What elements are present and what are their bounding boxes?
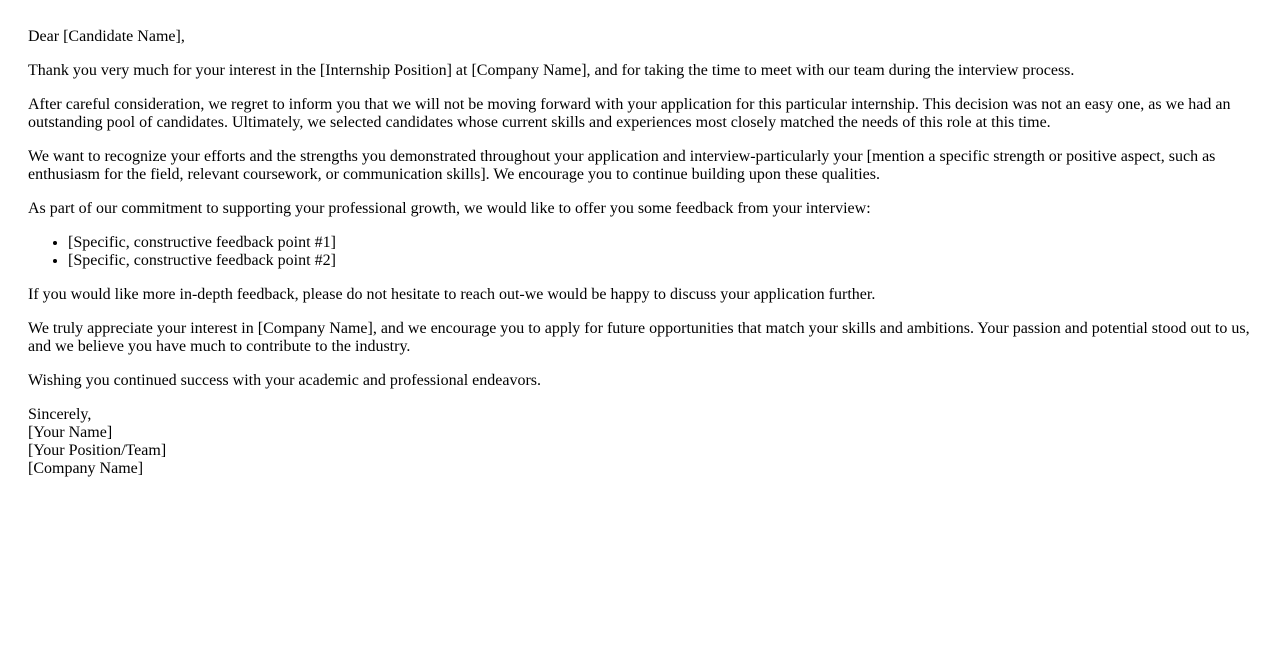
valediction: Sincerely, <box>28 406 92 423</box>
paragraph-strengths: We want to recognize your efforts and the strengths you demonstrated throughout your application and interview-particularly your [mention a specific strength or positive aspect, such as enthusiasm for the field, relevant coursework, or communication skills]. We encourage you to continue building upon these qualities. <box>28 148 1216 183</box>
signature-block <box>28 406 1258 478</box>
signer-position: [Your Position/Team] <box>28 442 167 459</box>
feedback-list <box>28 234 1258 270</box>
feedback-point: • [Specific, constructive feedback point #1] <box>68 234 1258 252</box>
paragraph-decision: After careful consideration, we regret to inform you that we will not be moving forward with your application for this particular internship. This decision was not an easy one, as we had an outstanding pool of candidates. Ultimately, we selected candidates whose current skills and experiences most closely matched the needs of this role at this time. <box>28 96 1231 131</box>
paragraph-wishes: Wishing you continued success with your academic and professional endeavors. <box>28 372 541 389</box>
paragraph-offer-feedback: If you would like more in-depth feedback, please do not hesitate to reach out-we would be happy to discuss your application further. <box>28 286 876 303</box>
signer-name: [Your Name] <box>28 424 113 441</box>
paragraph-appreciation: We truly appreciate your interest in [Company Name], and we encourage you to apply for future opportunities that match your skills and ambitions. Your passion and potential stood out to us, and we believe you have much to contribute to the industry. <box>28 320 1250 355</box>
paragraph-feedback-intro: As part of our commitment to supporting your professional growth, we would like to offer you some feedback from your interview: <box>28 200 871 217</box>
greeting: Dear [Candidate Name], <box>28 28 185 45</box>
signer-company: [Company Name] <box>28 460 144 477</box>
paragraph-thanks: Thank you very much for your interest in the [Internship Position] at [Company Name], and for taking the time to meet with our team during the interview process. <box>28 62 1075 79</box>
feedback-point: • [Specific, constructive feedback point #2] <box>68 252 1258 270</box>
letter-body <box>28 28 1258 494</box>
